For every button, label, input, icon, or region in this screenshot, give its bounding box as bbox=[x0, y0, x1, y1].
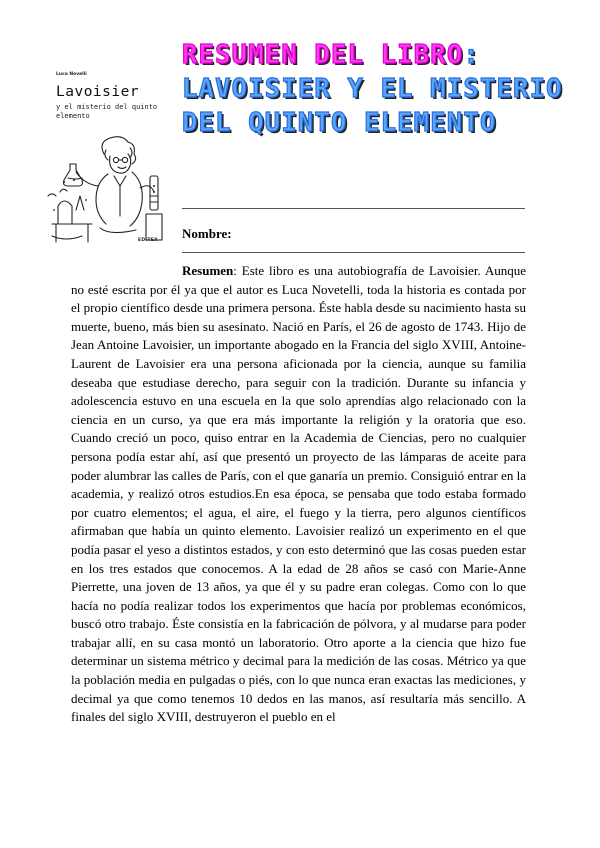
summary-text: : Este libro es una autobiografía de Lavoisier. Aunque no esté escrita por él ya que el autor es Luca Novetelli, toda la historia es contada por el propio científico desde una primera persona. Éste habla desde su nacimiento hasta su muerte, bueno, más bien su asesinato. Nació en París, el 26 de agosto de 1743. Hijo de Jean Antoine Lavoisier, un importante abogado en la Francia del siglo XVIII, Antoine-Laurent de Lavoisier era una persona aficionada por la ciencia, aunque su familia deseaba que estudiase derecho, para seguir con la tradición. Durante su infancia y adolescencia estuvo en una escuela en la que solo aprendías algo relacionado con la ciencia en un curso, ya que era más importante la religión y la oratoria que eso. Cuando creció un poco, quiso entrar en la Academia de Ciencias, pero no cualquier persona podía estar ahí, así que presentó un proyecto de las lámparas de aceite para poder alumbrar las calles de París, con el que ganaría un premio. Consiguió entrar en la academia, y realizó otros estudios.En esa época, se pensaba que todo estaba formado por cuatro elementos; el agua, el aire, el fuego y la tierra, pero algunos científicos afirmaban que había un quinto elemento. Lavoisier realizó un experimento en el que podía pasar el yeso a distintos estados, y con esto determinó que las cosas pueden estar en los tres estados que conocemos. A la edad de 28 años se casó con Marie-Anne Pierrette, una joven de 13 años, ya que él y su padre eran colegas. Como con lo que hacía no podía realizar todos los experimentos que hacía por problemas económicos, buscó otro trabajo. Éste consistía en la fabricación de pólvora, y al mudarse para poder trabajar allí, en su casa montó un laboratorio. Otro aporte a la ciencia que hizo fue determinar un sistema métrico y decimal para la medición de las cosas. Métrico ya que la población media en pulgadas o piés, con lo que nunca eran exactas las mediciones, y decimal ya que como tenemos 10 dedos en las manos, así resultaría más sencillo. A finales del siglo XVIII, destruyeron el pueblo en el bbox=[71, 263, 526, 725]
name-line bbox=[182, 252, 525, 253]
page-title bbox=[182, 38, 582, 140]
summary-paragraph bbox=[71, 262, 526, 727]
summary-label: Resumen bbox=[182, 263, 234, 278]
scientist-illustration-icon bbox=[46, 136, 168, 246]
cover-author: Luca Novelli bbox=[56, 72, 87, 77]
cover-title: Lavoisier bbox=[56, 84, 140, 100]
name-label: Nombre: bbox=[182, 226, 232, 241]
book-cover-image bbox=[46, 64, 168, 250]
top-divider bbox=[182, 208, 525, 209]
title-book-name: LAVOISIER Y EL MISTERIO DEL QUINTO ELEMENTO bbox=[182, 74, 563, 138]
cover-subtitle: y el misterio del quinto elemento bbox=[56, 103, 158, 120]
cover-publisher: EDITEX bbox=[138, 238, 158, 243]
title-prefix: RESUMEN DEL LIBRO bbox=[182, 40, 464, 70]
title-separator: : bbox=[463, 40, 480, 70]
